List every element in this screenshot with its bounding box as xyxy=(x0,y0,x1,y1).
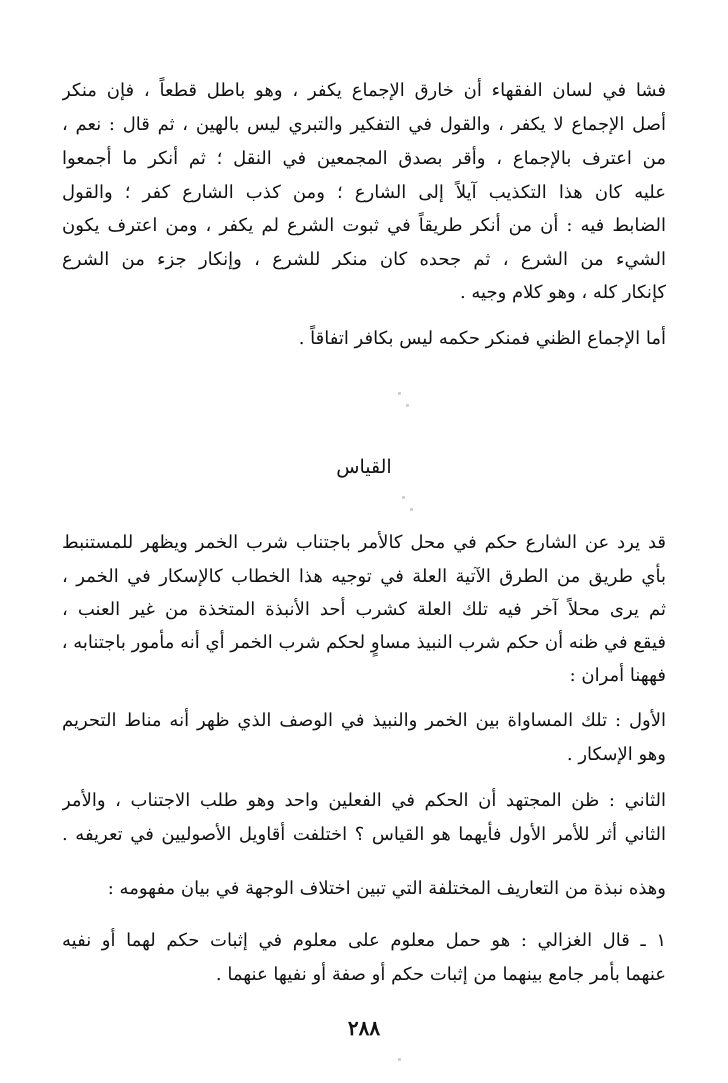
text-line: ثم يرى محلاً آخر فيه تلك العلة كشرب أحد الأنبذة المتخذة من غير العنب ، xyxy=(62,599,666,620)
scan-speck xyxy=(410,508,413,511)
text-line: أصل الإجماع لا يكفر ، والقول في التفكير والتبري ليس بالهين ، ثم قال : نعم ، xyxy=(62,114,666,135)
text-line: وهذه نبذة من التعاريف المختلفة التي تبين اختلاف الوجهة في بيان مفهومه : xyxy=(107,878,666,899)
text-line: فيقع في ظنه أن حكم شرب النبيذ مساوٍ لحكم شرب الخمر أي أنه مأمور باجتنابه ، xyxy=(62,632,666,653)
page-number: ٢٨٨ xyxy=(347,1016,381,1040)
section-title: القياس xyxy=(336,456,392,478)
text-line: وهو الإسكار . xyxy=(566,744,666,765)
text-line: كإنكار كله ، وهو كلام وجيه . xyxy=(459,282,666,303)
text-line: من اعترف بالإجماع ، وأقر بصدق المجمعين في النقل ؛ ثم أنكر ما أجمعوا xyxy=(62,148,666,169)
text-line: بأي طريق من الطرق الآتية العلة في توجيه هذا الخطاب كالإسكار في الخمر ، xyxy=(62,566,666,587)
text-line: فههنا أمران : xyxy=(569,665,666,686)
text-line: الثاني أثر للأمر الأول فأيهما هو القياس ؟ اختلفت أقاويل الأصوليين في تعريفه . xyxy=(62,824,666,845)
text-line: فشا في لسان الفقهاء أن خارق الإجماع يكفر ، وهو باطل قطعاً ، فإن منكر xyxy=(62,80,666,101)
text-line: ١ ـ قال الغزالي : هو حمل معلوم على معلوم في إثبات حكم لهما أو نفيه xyxy=(62,930,666,951)
text-line: الثاني : ظن المجتهد أن الحكم في الفعلين واحد وهو طلب الاجتناب ، والأمر xyxy=(62,790,666,811)
text-line: الضابط فيه : أن من أنكر طريقاً في ثبوت الشرع لم يكفر ، ومن اعترف يكون xyxy=(62,215,666,236)
scan-speck xyxy=(398,1058,401,1061)
text-line: عليه كان هذا التكذيب آيلاً إلى الشارع ؛ ومن كذب الشارع كفر ؛ والقول xyxy=(62,182,666,203)
scan-speck xyxy=(398,392,401,395)
text-line: قد يرد عن الشارع حكم في محل كالأمر باجتناب شرب الخمر ويظهر للمستنبط xyxy=(62,532,666,553)
text-line: الأول : تلك المساواة بين الخمر والنبيذ في الوصف الذي ظهر أنه مناط التحريم xyxy=(62,710,666,731)
text-line: الشيء من الشرع ، ثم جحده كان منكر للشرع ، وإنكار جزء من الشرع xyxy=(62,249,666,270)
scan-speck xyxy=(402,496,405,499)
scan-speck xyxy=(406,404,409,407)
text-line: عنهما بأمر جامع بينهما من إثبات حكم أو صفة أو نفيها عنهما . xyxy=(215,964,666,985)
text-line: أما الإجماع الظني فمنكر حكمه ليس بكافر اتفاقاً . xyxy=(298,328,666,349)
